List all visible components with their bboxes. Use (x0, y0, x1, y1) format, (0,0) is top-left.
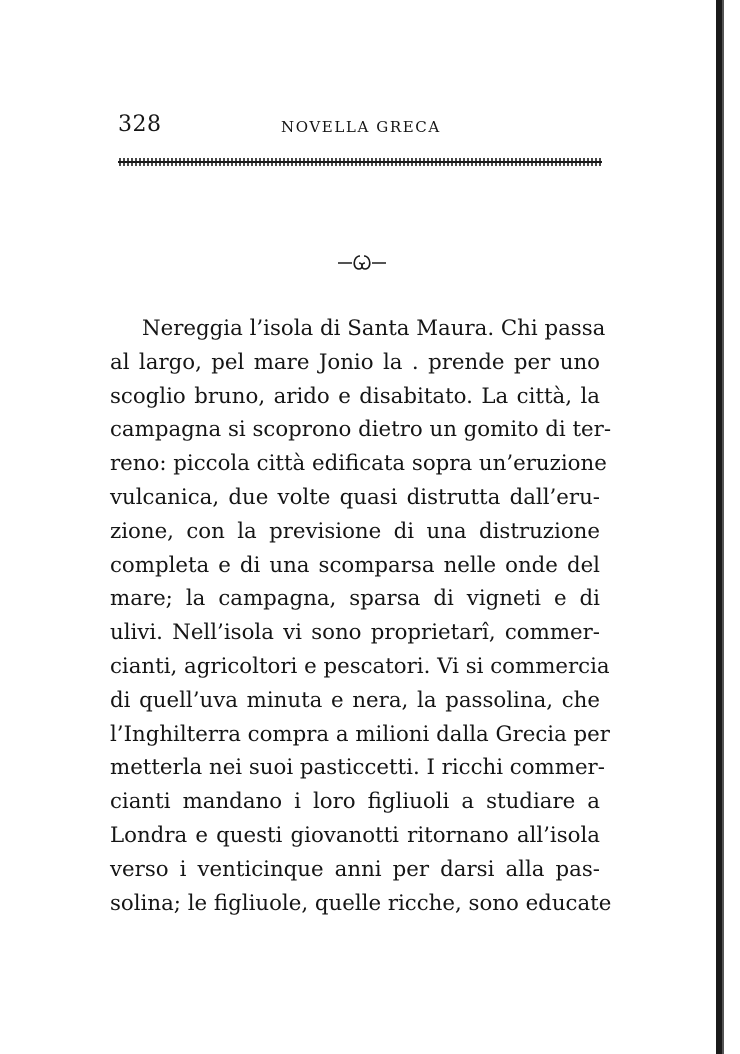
text-line: verso i venticinque anni per darsi alla pas- (110, 856, 600, 882)
body-text (110, 312, 612, 920)
text-line: completa e di una scomparsa nelle onde del (110, 552, 600, 578)
text-line: mare; la campagna, sparsa di vigneti e di (110, 586, 600, 612)
text-line: zione, con la previsione di una distruzione (110, 518, 600, 544)
running-title: NOVELLA GRECA (281, 118, 441, 136)
text-line: al largo, pel mare Jonio la . prende per uno (110, 349, 600, 375)
text-line: cianti, agricoltori e pescatori. Vi si commercia (110, 653, 610, 679)
page-header (118, 112, 598, 142)
text-line: scoglio bruno, arido e disabitato. La città, la (110, 383, 600, 409)
text-line: campagna si scoprono dietro un gomito di ter- (110, 417, 612, 443)
page-number: 328 (118, 112, 162, 137)
section-ornament-icon (336, 252, 388, 272)
text-line: l’Inghilterra compra a milioni dalla Grecia per (110, 721, 610, 747)
text-line: reno: piccola città edificata sopra un’eruzione (110, 451, 607, 477)
ornamental-rule (118, 156, 602, 168)
text-line: solina; le figliuole, quelle ricche, sono educate (110, 890, 612, 916)
text-line: Nereggia l’isola di Santa Maura. Chi passa (142, 316, 606, 341)
text-line: ulivi. Nell’isola vi sono proprietarî, commer- (110, 620, 600, 646)
text-line: di quell’uva minuta e nera, la passolina, che (110, 687, 600, 713)
page-edge-shadow (722, 0, 724, 1054)
text-line: cianti mandano i loro figliuoli a studiare a (110, 789, 600, 815)
text-line: vulcanica, due volte quasi distrutta dall’eru- (110, 484, 600, 510)
text-line: metterla nei suoi pasticcetti. I ricchi commer- (110, 755, 605, 781)
text-line: Londra e questi giovanotti ritornano all’isola (110, 822, 600, 848)
